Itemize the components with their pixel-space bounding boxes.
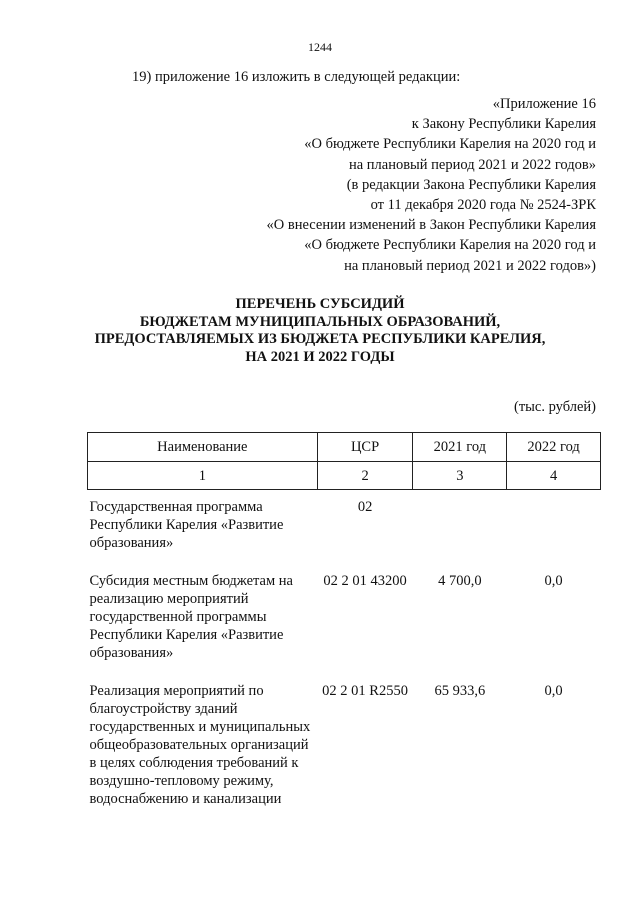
row-2021 <box>413 490 507 553</box>
row-2022: 0,0 <box>544 573 563 589</box>
row-name: Государственная программа Республики Карелия «Развитие образования» <box>89 499 284 551</box>
column-number: 3 <box>413 462 507 490</box>
title-line: БЮДЖЕТАМ МУНИЦИПАЛЬНЫХ ОБРАЗОВАНИЙ, <box>139 313 501 330</box>
table-row <box>88 490 601 553</box>
page-number: 1244 <box>308 40 332 54</box>
row-name: Субсидия местным бюджетам на реализацию мероприятий государственной программы Республики Карелия «Развитие образования» <box>89 573 293 661</box>
row-2021: 65 933,6 <box>434 683 486 699</box>
column-number-row <box>88 462 601 490</box>
appendix-header-line: на плановый период 2021 и 2022 годов» <box>348 156 596 173</box>
document-title <box>0 296 640 366</box>
row-csr: 02 <box>357 499 373 515</box>
column-number: 2 <box>317 462 413 490</box>
table-row <box>88 662 601 808</box>
row-2022 <box>507 490 601 553</box>
amendment-instruction: 19) приложение 16 изложить в следующей редакции: <box>132 69 461 85</box>
appendix-header-line: на плановый период 2021 и 2022 годов») <box>344 257 596 274</box>
table-header-row <box>88 433 601 462</box>
appendix-header-line: от 11 декабря 2020 года № 2524-ЗРК <box>370 197 596 214</box>
appendix-header-line: «О внесении изменений в Закон Республики Карелия <box>266 217 596 234</box>
header-csr: ЦСР <box>317 433 413 462</box>
appendix-header-line: «О бюджете Республики Карелия на 2020 год и <box>304 237 596 254</box>
appendix-header-line: «О бюджете Республики Карелия на 2020 год и <box>304 136 596 153</box>
column-number: 4 <box>507 462 601 490</box>
table-row <box>88 552 601 662</box>
row-name: Реализация мероприятий по благоустройству зданий государственных и муниципальных общеобразовательных организаций в целях соблюдения требований к воздушно-тепловому режиму, водоснабжению и канализации <box>89 683 311 807</box>
header-2021: 2021 год <box>413 433 507 462</box>
row-2021: 4 700,0 <box>438 573 482 589</box>
appendix-header-line: «Приложение 16 <box>492 96 596 112</box>
appendix-header-line: (в редакции Закона Республики Карелия <box>346 176 596 193</box>
title-line: ПРЕДОСТАВЛЯЕМЫХ ИЗ БЮДЖЕТА РЕСПУБЛИКИ КАРЕЛИЯ, <box>94 331 546 347</box>
row-csr: 02 2 01 43200 <box>323 573 407 589</box>
row-2022: 0,0 <box>544 683 563 699</box>
appendix-header-line: к Закону Республики Карелия <box>411 116 596 133</box>
title-line: ПЕРЕЧЕНЬ СУБСИДИЙ <box>235 296 405 312</box>
subsidies-table <box>87 432 601 808</box>
header-2022: 2022 год <box>507 433 601 462</box>
row-csr: 02 2 01 R2550 <box>322 683 408 699</box>
column-number: 1 <box>88 462 318 490</box>
appendix-header <box>176 94 596 276</box>
units-label: (тыс. рублей) <box>514 399 596 415</box>
header-name: Наименование <box>88 433 318 462</box>
title-line: НА 2021 И 2022 ГОДЫ <box>245 348 395 365</box>
